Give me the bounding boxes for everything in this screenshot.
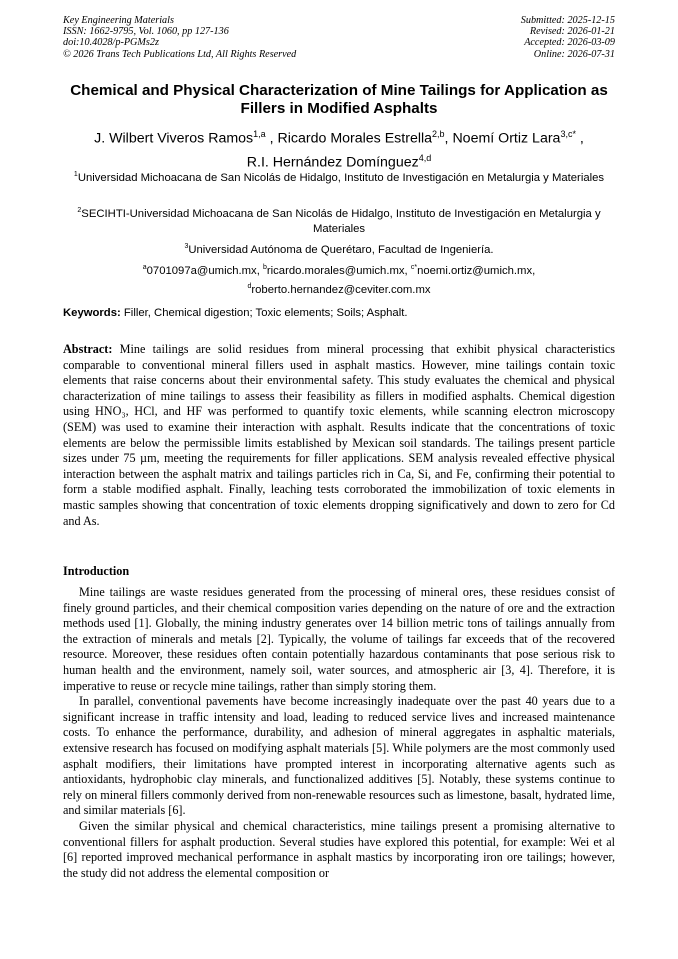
author-name: Noemí Ortiz Lara: [452, 130, 561, 147]
affiliation-text: SECIHTI-Universidad Michoacana de San Nicolás de Hidalgo, Instituto de Investigación en Metalurgia y Materiales: [81, 207, 601, 235]
section-heading-introduction: Introduction: [63, 564, 130, 578]
journal-info: [63, 15, 296, 60]
author-name: R.I. Hernández Domínguez: [246, 154, 419, 171]
keywords-text: Filler, Chemical digestion; Toxic elements; Soils; Asphalt.: [120, 307, 408, 319]
author-separator: ,: [265, 130, 278, 147]
email-address: ricardo.morales@umich.mx,: [266, 264, 411, 277]
author-name: Ricardo Morales Estrella: [277, 130, 433, 147]
body-paragraph: Mine tailings are waste residues generated from the processing of mineral ores, these residues consist of finely ground particles, and their chemical composition varies depending on the nature of ore and the extraction methods used [1]. Globally, the mining industry generates over 14 billion metric tons of tailings annually from the extraction of minerals and metals [2]. Typically, the volume of tailings far exceeds that of the recovered resource. Moreover, these residues often contain potentially hazardous contaminants that pose serious risk to human health and the environment, namely soil, water sources, and atmospheric air [3, 4]. Therefore, it is imperative to reuse or recycle mine tailings, rather than simply storing them.: [63, 585, 615, 693]
email-marker: d: [247, 282, 252, 290]
paper-title: Chemical and Physical Characterization of Mine Tailings for Application as Fillers in Modified Asphalts: [70, 82, 608, 117]
abstract-label: Abstract:: [63, 342, 113, 356]
author-list: [40, 125, 638, 172]
author-separator: ,: [444, 130, 453, 147]
author-separator: ,: [575, 130, 584, 147]
affiliation-marker: 3: [184, 243, 189, 250]
journal-copyright: © 2026 Trans Tech Publications Ltd, All Rights Reserved: [63, 48, 297, 60]
author-name: J. Wilbert Viveros Ramos: [94, 130, 254, 147]
affiliation: [60, 167, 618, 186]
author-affil-marker: 2,b: [432, 129, 445, 139]
author-affil-marker: 1,a: [253, 129, 266, 139]
date-accepted: Accepted: 2026-03-09: [524, 37, 615, 49]
author-affil-marker: 4,d: [418, 152, 432, 163]
keywords: [63, 307, 408, 319]
email-marker: c*: [410, 264, 418, 271]
affiliation-text: Universidad Michoacana de San Nicolás de Hidalgo, Instituto de Investigación en Metalurgia y Materiales: [77, 171, 605, 184]
journal-doi: doi:10.4028/p-PGMs2z: [63, 37, 159, 49]
date-online: Online: 2026-07-31: [533, 48, 615, 60]
email-marker: a: [142, 264, 147, 271]
date-submitted: Submitted: 2025-12-15: [520, 15, 615, 26]
introduction-body: [63, 585, 615, 881]
abstract-text: Mine tailings are solid residues from mineral processing that exhibit physical characteristics comparable to conventional mineral fillers used in asphalt mastics. However, mine tailings contain toxic elements that raise concerns about their environmental safety. This study evaluates the chemical and physical characterization of mine tailings to assess their feasibility as fillers in modified asphalts. Chemical digestion using HNO₃, HCl, and HF was performed to quantify toxic elements, while scanning electron microscopy (SEM) was used to examine their interaction with asphalt. Results indicate that the concentrations of toxic elements are below the permissible limits established by Mexican soil standards. The tailings present particle sizes under 75 µm, meeting the requirements for filler applications. SEM analysis revealed effective physical interaction between the asphalt matrix and tailings particles rich in Ca, Si, and Fe, confirming their potential to form a stable modified asphalt. Finally, leaching tests corroborated the immobilization of toxic elements in mastic samples showing that concentration of toxic elements dropping significatively and down to zero for Cd and As.: [63, 342, 615, 528]
body-paragraph: In parallel, conventional pavements have become increasingly inadequate over the past 40 years due to a significant increase in traffic intensity and load, leading to reduced service lives and increased maintenance costs. To enhance the performance, durability, and adhesion of mineral aggregates in asphaltic materials, extensive research has focused on modifying asphalt materials [5]. While polymers are the most commonly used asphalt modifiers, their limitations have prompted interest in incorporating alternative agents such as antioxidants, hydrophobic clay minerals, and functionalized additives [5]. Notably, these systems continue to rely on mineral fillers commonly derived from non-renewable resources such as limestone, basalt, hydrated lime, and similar materials [6].: [63, 694, 615, 818]
affiliation: [60, 203, 618, 237]
affiliation: [60, 239, 618, 258]
abstract: [63, 342, 615, 529]
author-affil-marker: 3,c*: [560, 129, 576, 139]
affiliation-marker: 2: [77, 207, 82, 214]
email-marker: b: [262, 264, 267, 271]
abstract-paragraph: [63, 342, 615, 529]
email-address: roberto.hernandez@ceviter.com.mx: [251, 283, 431, 296]
publication-dates: [521, 15, 615, 60]
affiliation-text: Universidad Autónoma de Querétaro, Facultad de Ingeniería.: [188, 243, 494, 256]
journal-name: Key Engineering Materials: [63, 15, 174, 26]
date-revised: Revised: 2026-01-21: [529, 26, 615, 38]
affiliation-marker: 1: [73, 171, 78, 178]
journal-issn: ISSN: 1662-9795, Vol. 1060, pp 127-136: [63, 26, 229, 38]
author-emails: [60, 260, 618, 298]
email-address: 0701097a@umich.mx,: [146, 264, 263, 277]
body-paragraph: Given the similar physical and chemical characteristics, mine tailings present a promising alternative to conventional fillers for asphalt production. Several studies have explored this potential, for example: Wei et al [6] reported improved mechanical performance in asphalt mastics by incorporating iron ore tailings; however, the study did not address the elemental composition or: [63, 818, 615, 880]
email-address: noemi.ortiz@umich.mx,: [417, 264, 536, 277]
keywords-label: Keywords:: [63, 307, 121, 319]
